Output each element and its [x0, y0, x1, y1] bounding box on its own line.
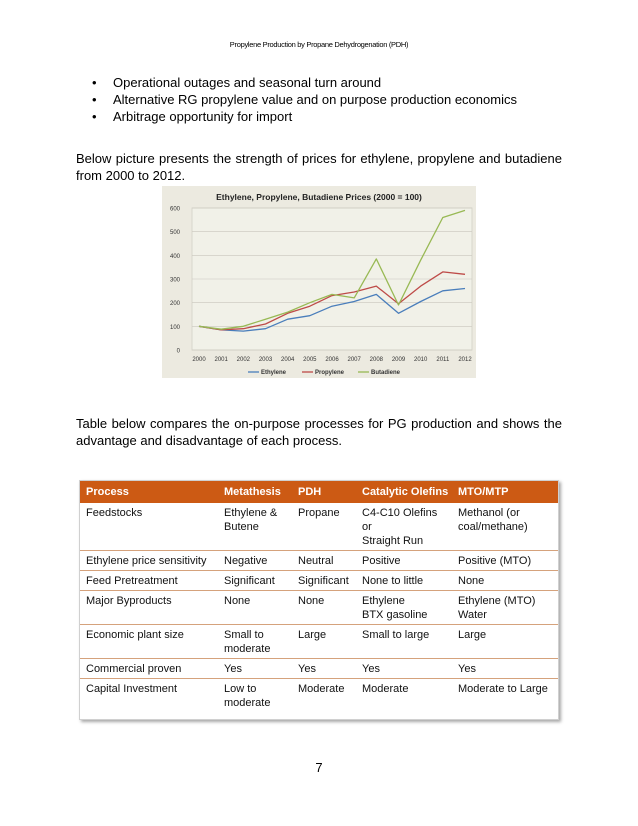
x-tick-label: 2011 — [436, 357, 450, 363]
x-tick-label: 2002 — [236, 357, 251, 363]
cell-line: Methanol (or — [458, 507, 520, 519]
cell-line: coal/methane) — [458, 521, 528, 533]
table-cell — [356, 625, 452, 659]
x-tick-label: 2004 — [280, 357, 295, 363]
table-cell — [452, 659, 558, 679]
list-item — [92, 74, 517, 91]
table-cell — [218, 659, 292, 679]
table-cell — [80, 659, 218, 679]
x-tick-label: 2009 — [391, 357, 406, 363]
table-cell — [218, 503, 292, 551]
y-tick-label: 300 — [169, 277, 180, 284]
price-chart-svg — [162, 186, 476, 378]
table-header-cell: Metathesis — [218, 481, 292, 503]
table-row — [80, 551, 558, 571]
x-tick-label: 2001 — [214, 357, 228, 363]
x-tick-label: 2012 — [458, 357, 472, 363]
cell-line: Neutral — [298, 555, 334, 567]
legend-label: Butadiene — [371, 370, 401, 377]
table-cell — [452, 679, 558, 713]
cell-line: Moderate to Large — [458, 683, 548, 695]
cell-line: Small to large — [362, 629, 430, 641]
y-tick-label: 100 — [169, 324, 180, 331]
bullet-icon: • — [92, 75, 97, 90]
cell-line: moderate — [224, 697, 271, 709]
cell-line: moderate — [224, 643, 271, 655]
table-header-cell: Catalytic Olefins — [356, 481, 452, 503]
table-cell — [452, 591, 558, 625]
x-tick-label: 2007 — [347, 357, 361, 363]
x-tick-label: 2005 — [303, 357, 317, 363]
cell-line: Straight Run — [362, 535, 424, 547]
table-cell — [356, 503, 452, 551]
cell-line: Ethylene (MTO) — [458, 595, 536, 607]
table-cell — [218, 571, 292, 591]
cell-line: Yes — [458, 663, 476, 675]
cell-line: Economic plant size — [86, 629, 184, 641]
cell-line: Positive — [362, 555, 401, 567]
table-cell — [292, 679, 356, 713]
table-cell — [80, 625, 218, 659]
table-cell — [292, 659, 356, 679]
cell-line: Ethylene — [362, 595, 405, 607]
y-tick-label: 400 — [169, 253, 180, 260]
cell-line: None — [298, 595, 325, 607]
table-cell — [218, 551, 292, 571]
table-cell — [356, 679, 452, 713]
table-cell — [356, 591, 452, 625]
table-row — [80, 679, 558, 713]
table-cell — [292, 625, 356, 659]
y-tick-label: 500 — [169, 230, 180, 237]
cell-line: Small to — [224, 629, 264, 641]
table-cell — [356, 659, 452, 679]
legend-label: Ethylene — [261, 370, 287, 377]
price-chart — [162, 186, 476, 378]
table-cell — [218, 625, 292, 659]
y-tick-label: 0 — [176, 348, 180, 355]
list-item — [92, 108, 517, 125]
cell-line: Feed Pretreatment — [86, 575, 178, 587]
table-cell — [80, 503, 218, 551]
cell-line: Water — [458, 609, 487, 621]
table-cell — [218, 679, 292, 713]
table-cell — [356, 571, 452, 591]
cell-line: Ethylene & — [224, 507, 278, 519]
x-tick-label: 2008 — [369, 357, 384, 363]
table-cell — [356, 551, 452, 571]
table-cell — [80, 551, 218, 571]
cell-line: Propane — [298, 507, 340, 519]
bullet-text: Operational outages and seasonal turn around — [113, 75, 382, 90]
cell-line: Significant — [298, 575, 349, 587]
table-cell — [80, 591, 218, 625]
cell-line: None to little — [362, 575, 424, 587]
table-cell — [292, 503, 356, 551]
table-row — [80, 503, 558, 551]
table-row — [80, 625, 558, 659]
chart-title: Ethylene, Propylene, Butadiene Prices (2000 = 100) — [216, 192, 422, 202]
table-row — [80, 571, 558, 591]
page-number: 7 — [315, 760, 323, 775]
legend-label: Propylene — [315, 370, 345, 377]
table-header-cell: Process — [80, 481, 218, 503]
cell-line: Negative — [224, 555, 268, 567]
cell-line: Yes — [224, 663, 242, 675]
x-tick-label: 2006 — [325, 357, 339, 363]
cell-line: Capital Investment — [86, 683, 178, 695]
table-cell — [218, 591, 292, 625]
table-cell — [292, 551, 356, 571]
cell-line: Significant — [224, 575, 275, 587]
cell-line: Butene — [224, 521, 259, 533]
table-cell — [292, 571, 356, 591]
page-header: Propylene Production by Propane Dehydrogenation (PDH) — [229, 40, 409, 49]
table-cell — [452, 625, 558, 659]
bullet-icon: • — [92, 109, 97, 124]
cell-line: Commercial proven — [86, 663, 182, 675]
cell-line: Low to — [224, 683, 257, 695]
prices-paragraph: Below picture presents the strength of prices for ethylene, propylene and butadiene from 2000 to 2012. — [76, 151, 562, 183]
cell-line: None — [458, 575, 485, 587]
cell-line: Ethylene price sensitivity — [86, 555, 207, 567]
cell-line: Major Byproducts — [86, 595, 172, 607]
x-tick-label: 2003 — [258, 357, 273, 363]
list-item — [92, 91, 517, 108]
cell-line: Yes — [362, 663, 380, 675]
bullet-text: Arbitrage opportunity for import — [113, 109, 293, 124]
process-comparison-table — [79, 480, 559, 720]
cell-line: Large — [458, 629, 487, 641]
cell-line: Large — [298, 629, 327, 641]
cell-line: None — [224, 595, 251, 607]
bullet-list — [92, 74, 517, 125]
y-tick-label: 600 — [169, 206, 180, 213]
table-cell — [80, 571, 218, 591]
bullet-text: Alternative RG propylene value and on purpose production economics — [113, 92, 517, 107]
table-cell — [80, 679, 218, 713]
x-tick-label: 2010 — [413, 357, 428, 363]
cell-line: Moderate — [298, 683, 345, 695]
cell-line: Moderate — [362, 683, 409, 695]
table-header-row — [80, 481, 558, 503]
cell-line: Yes — [298, 663, 316, 675]
table-header-cell: PDH — [292, 481, 356, 503]
table-header-cell: MTO/MTP — [452, 481, 558, 503]
comparison-table — [80, 481, 558, 712]
cell-line: C4-C10 Olefins or — [362, 507, 438, 533]
table-row — [80, 659, 558, 679]
table-cell — [452, 571, 558, 591]
y-tick-label: 200 — [169, 301, 180, 308]
x-tick-label: 2000 — [192, 357, 206, 363]
table-cell — [292, 591, 356, 625]
cell-line: Positive (MTO) — [458, 555, 532, 567]
table-cell — [452, 503, 558, 551]
table-cell — [452, 551, 558, 571]
bullet-icon: • — [92, 92, 97, 107]
cell-line: Feedstocks — [86, 507, 143, 519]
cell-line: BTX gasoline — [362, 609, 428, 621]
table-paragraph: Table below compares the on-purpose processes for PG production and shows the advantage and disadvantage of each process. — [76, 416, 562, 448]
table-row — [80, 591, 558, 625]
